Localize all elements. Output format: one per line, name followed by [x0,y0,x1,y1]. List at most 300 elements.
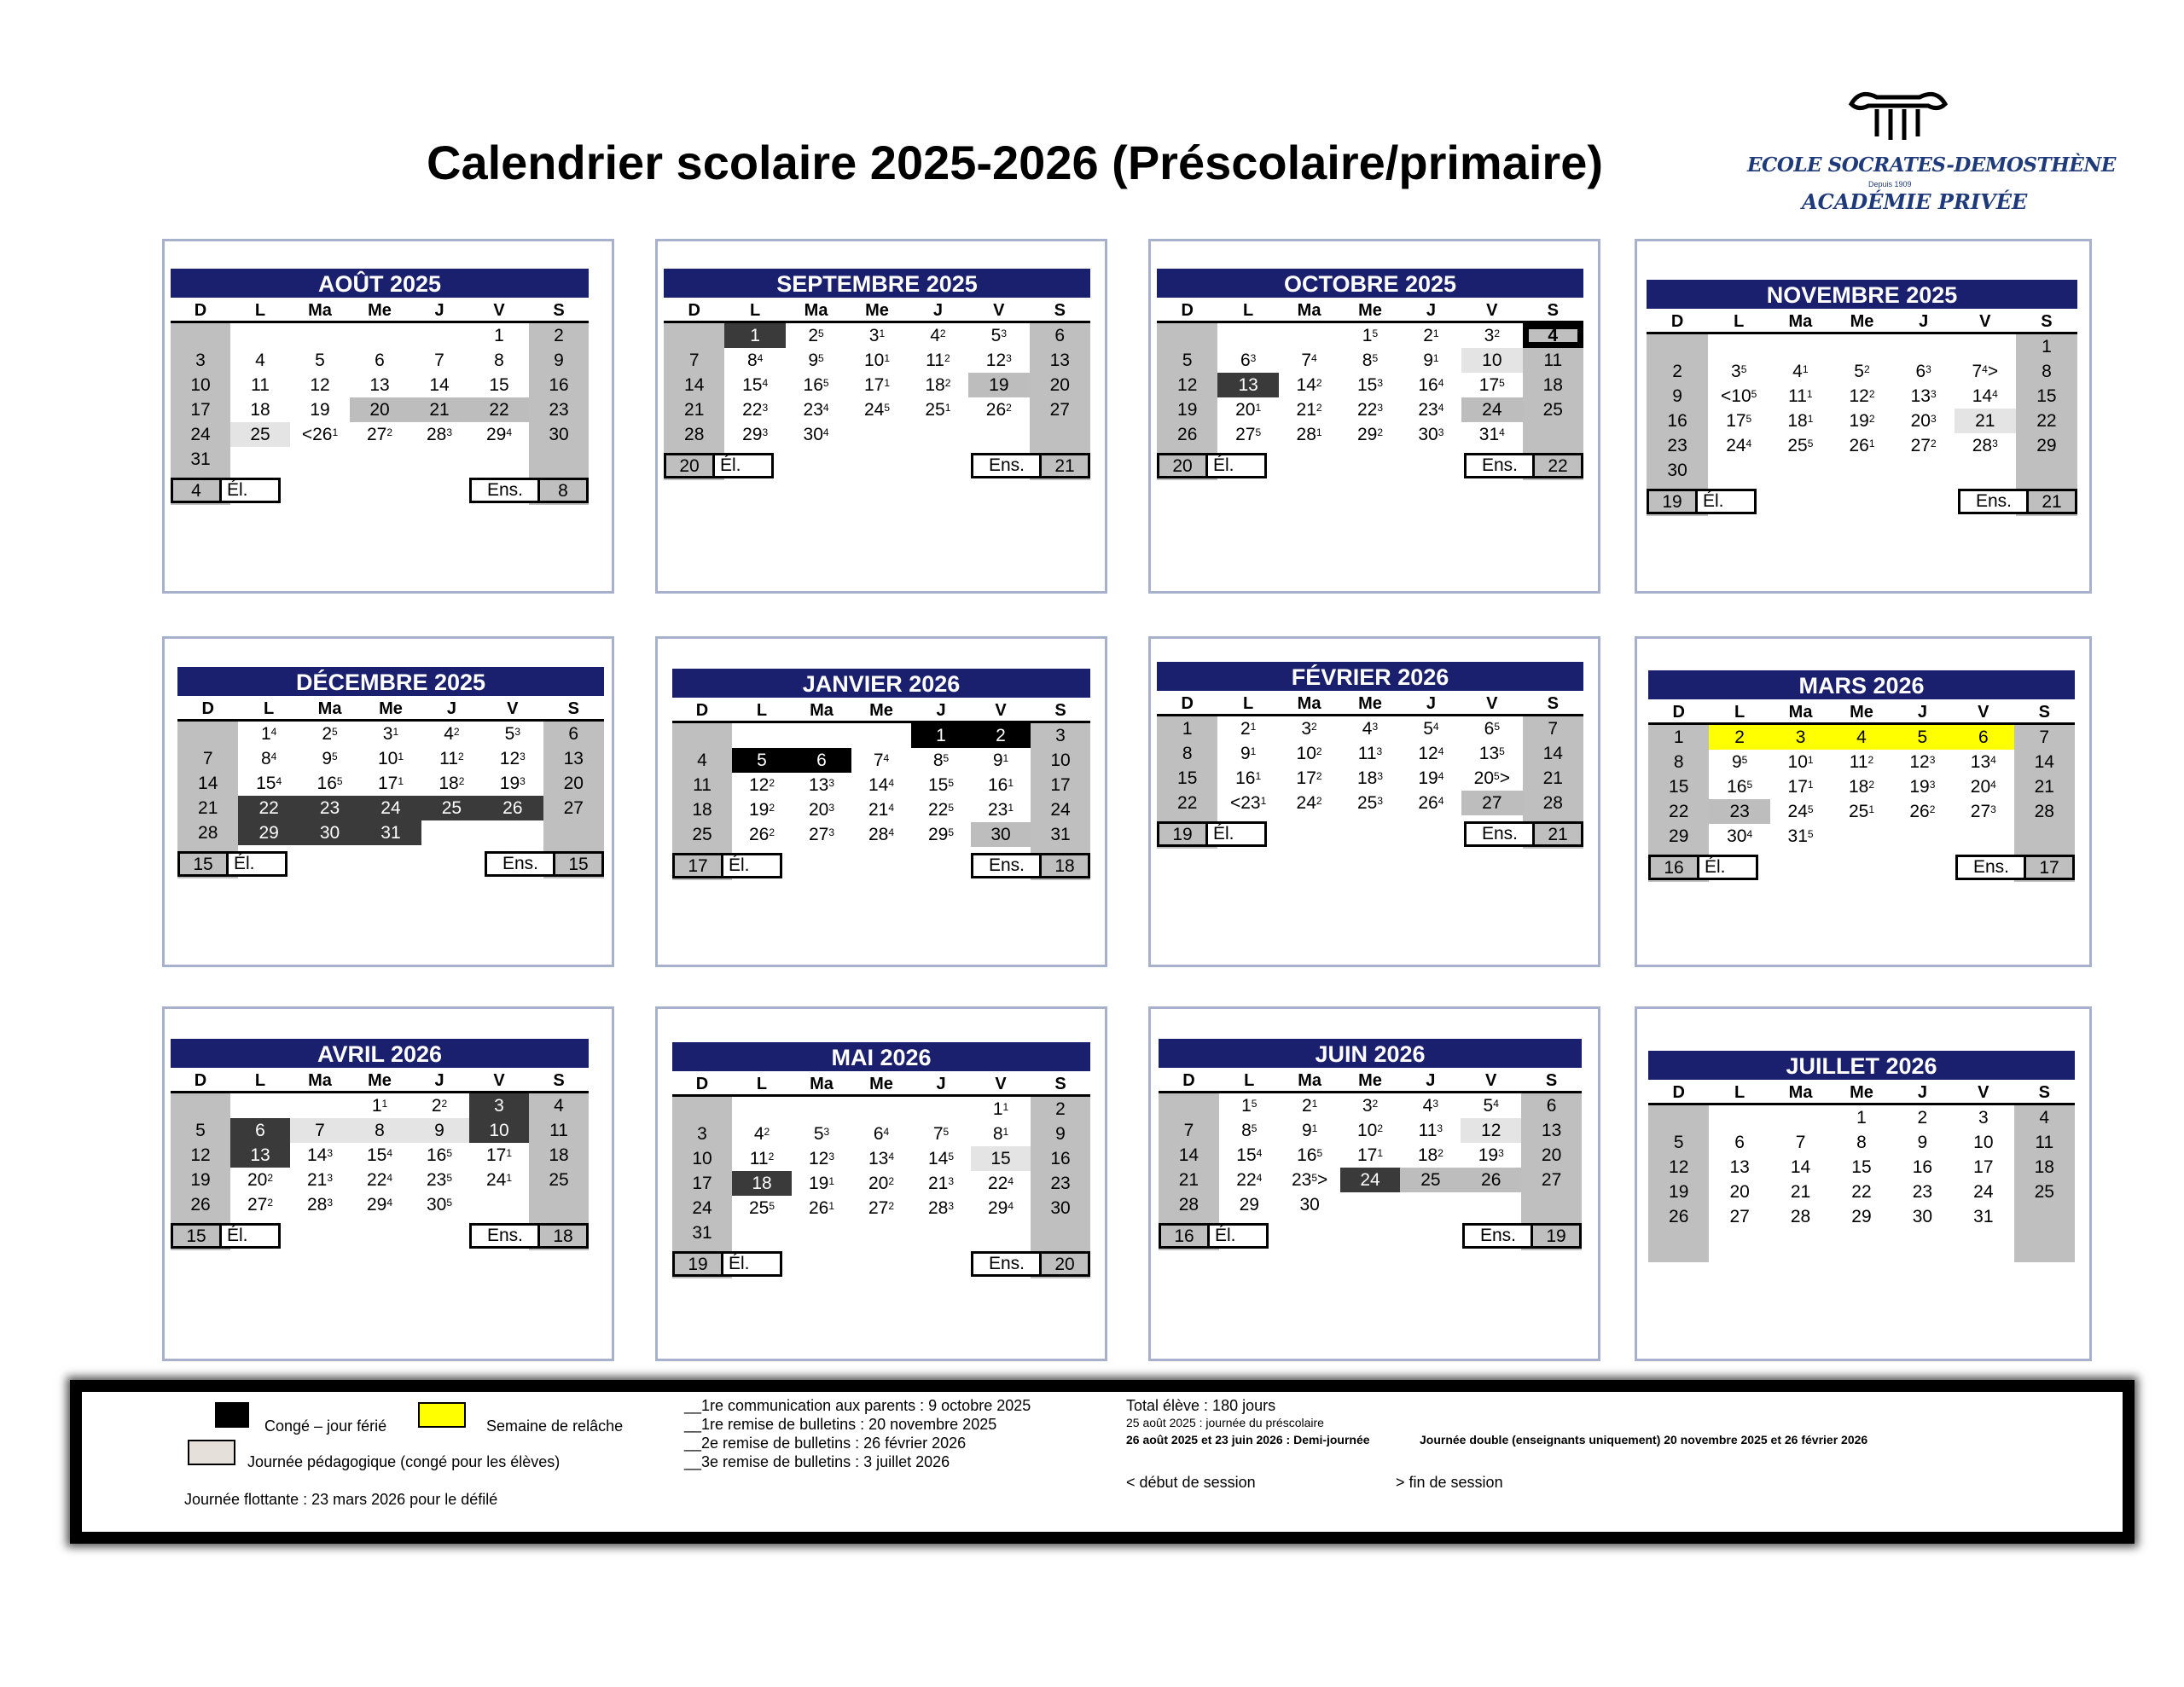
eleves-count: 16 [1159,1223,1210,1249]
day-cell: 14 [1790,1157,1811,1177]
logo-academy: ACADÉMIE PRIVÉE [1802,189,2028,214]
day-cell [851,723,911,748]
eleves-count: 20 [1157,453,1208,478]
month-title: AVRIL 2026 [171,1039,589,1068]
day-cell: $29^2$ [1356,425,1383,444]
day-cell: 23 [1912,1182,1933,1202]
day-cell: 6 [375,351,385,370]
day-cell [1769,334,1831,359]
day-cell: 13 [1541,1121,1562,1140]
day-cell: $17^5$ [1478,375,1505,395]
day-cell: 9 [1055,1124,1066,1144]
day-cell: $7^4$ [1301,351,1317,370]
day-cell: 31 [1973,1207,1994,1226]
day-cell: 10 [1461,348,1522,373]
day-header: Me [1358,301,1382,320]
week-row [1648,774,2075,799]
ens-label: Ens. [1464,821,1536,847]
month-grid [171,300,589,505]
day-cell: $15^5$ [927,775,955,795]
day-cell: $18^3$ [1356,768,1383,788]
day-cell [1648,1105,1709,1130]
day-cell: $23^4$ [803,400,829,420]
day-header: S [553,1071,565,1090]
week-row [672,797,1090,822]
day-cell: 10 [190,375,211,395]
day-cell: 8 [1182,744,1193,763]
day-cell: 27 [1729,1207,1750,1226]
day-cell: 3 [1055,726,1066,745]
day-cell [1770,1105,1831,1130]
day-cell: $9^1$ [1240,744,1257,763]
day-cell: $8^5$ [1362,351,1379,370]
day-cell: $14^4$ [868,775,895,795]
day-header-row [171,300,589,323]
week-row [171,323,589,348]
week-row [1157,766,1583,791]
day-header: S [1547,694,1559,713]
day-header: Me [1358,694,1382,713]
day-cell [1340,1192,1401,1217]
day-cell: 30 [971,822,1031,847]
day-cell [350,447,410,472]
month-title: MAI 2026 [672,1042,1090,1071]
day-cell: 16 [1050,1149,1071,1168]
month-title: JANVIER 2026 [672,669,1090,698]
day-cell: $29^4$ [485,425,513,444]
day-cell: 8 [2042,362,2052,381]
week-row [672,822,1090,847]
day-cell: $26^2$ [985,400,1012,420]
day-cell: 28 [684,425,705,444]
day-header: Ma [1788,1083,1813,1102]
day-cell: 24 [360,796,421,820]
day-header: Ma [1298,1071,1322,1090]
month-title: JUILLET 2026 [1648,1051,2075,1080]
day-cell: $10^1$ [863,351,890,370]
day-cell: 12 [1177,375,1198,395]
day-cell: $21^3$ [306,1170,334,1190]
month-title: DÉCEMBRE 2025 [177,667,604,696]
day-cell: $25^5$ [748,1198,775,1218]
logo-school-name: ECOLE SOCRATES-DEMOSTHÈNE [1747,154,2116,177]
day-cell: 26 [1669,1207,1689,1226]
day-cell: $27^2$ [366,425,393,444]
month-title: FÉVRIER 2026 [1157,662,1583,691]
day-header: D [1182,1071,1195,1090]
legend-bul1: __1re remise de bulletins : 20 novembre 2025 [684,1416,997,1433]
day-cell [290,323,350,348]
week-row [171,397,589,422]
day-cell: 29 [1851,1207,1872,1226]
day-header: L [254,301,266,320]
day-cell: $6^3$ [1915,362,1931,381]
day-cell: $27^5$ [1235,425,1262,444]
week-row [171,1143,589,1168]
ens-label: Ens. [971,453,1043,478]
week-row [1159,1093,1582,1118]
day-header: L [1734,703,1745,722]
eleves-label: Él. [721,1251,782,1277]
page-title: Calendrier scolaire 2025-2026 (Préscolaire/primaire) [427,136,1603,189]
day-cell: 1 [2042,337,2052,357]
day-header: Me [1358,1071,1382,1090]
day-cell: 14 [684,375,705,395]
day-cell: $2^1$ [1301,1096,1318,1116]
day-header: S [1054,701,1066,720]
week-row [1157,348,1583,373]
day-cell: $28^3$ [927,1198,955,1218]
day-cell: 27 [1461,791,1522,815]
legend-swatch-pedago [188,1440,235,1465]
ens-count: 20 [1039,1251,1090,1277]
day-cell: 5 [732,748,792,773]
day-cell: 3 [195,351,206,370]
day-cell: $22^4$ [1236,1170,1263,1190]
day-cell: $29^3$ [742,425,769,444]
month-calendar [1648,670,2075,882]
day-cell [1031,1220,1090,1245]
day-header: L [756,701,768,720]
day-header: S [2041,312,2053,331]
day-cell: $24^2$ [1296,793,1322,813]
day-cell: $30^4$ [803,425,829,444]
day-cell: $22^5$ [927,800,955,820]
day-cell: 2 [1055,1099,1066,1119]
day-cell [1279,323,1339,348]
day-cell: 31 [692,1223,712,1243]
day-cell: 31 [360,820,421,845]
day-cell: 8 [1673,752,1684,772]
day-cell: $10^2$ [1296,744,1322,763]
day-cell: $26^2$ [748,825,775,844]
day-cell: $6^3$ [1240,351,1257,370]
day-cell [1159,1093,1219,1118]
day-cell [792,723,851,748]
day-cell [1708,458,1769,483]
day-header: Me [1850,1083,1873,1102]
day-cell: $18^2$ [1848,777,1874,797]
day-cell: 11 [251,375,270,395]
day-cell: $12^3$ [808,1149,835,1168]
day-cell: $28^3$ [306,1195,334,1215]
day-cell [1708,334,1769,359]
day-cell [1461,1192,1521,1217]
day-cell: $4^3$ [1362,719,1379,739]
week-row [177,722,604,746]
day-header: D [695,701,709,720]
month-title: SEPTEMBRE 2025 [664,269,1090,298]
month-footer [1648,855,2075,880]
logo-since: Depuis 1909 [1868,180,1912,188]
day-cell: $12^3$ [985,351,1012,370]
legend-bul3: __3e remise de bulletins : 3 juillet 2026 [684,1453,950,1470]
day-cell: 1 [911,723,971,748]
day-cell: $<23^1$ [1229,793,1267,813]
day-cell: $23^5$ [426,1170,453,1190]
day-cell: 13 [1729,1157,1750,1177]
month-grid [177,699,604,878]
ens-count: 21 [1532,821,1583,847]
day-cell: $28^4$ [868,825,895,844]
day-cell [672,1097,732,1122]
day-cell: 21 [2034,777,2054,797]
day-cell: 10 [1050,751,1071,770]
month-calendar [171,1039,589,1250]
eleves-label: Él. [1695,489,1757,514]
day-header-row [664,300,1090,323]
day-header: J [1426,1071,1436,1090]
day-cell: $22^3$ [1356,400,1383,420]
day-cell: 30 [1912,1207,1933,1226]
week-row [1157,397,1583,422]
day-cell [846,422,907,447]
day-cell: 22 [1669,802,1689,821]
day-header: D [1672,703,1685,722]
ens-label: Ens. [1955,855,2027,880]
day-cell: 16 [1667,411,1687,431]
day-header: J [446,699,456,718]
day-cell [1400,1192,1461,1217]
eleves-label: Él. [712,453,774,478]
day-cell: 7 [290,1118,350,1143]
day-cell: $16^5$ [803,375,829,395]
column-capital-icon [1843,85,1954,145]
school-logo [1740,85,2116,222]
day-header: V [1979,312,1991,331]
day-cell: 6 [792,748,851,773]
day-cell: 5 [1182,351,1193,370]
day-cell: 11 [1543,351,1563,370]
day-cell [230,447,290,472]
day-header-row [1157,300,1583,323]
day-cell: 20 [1049,375,1070,395]
day-cell: $7^5$ [932,1124,950,1144]
eleves-count: 17 [672,853,723,878]
day-cell: 30 [549,425,569,444]
day-cell [2014,1204,2075,1229]
day-cell: 3 [1770,725,1831,750]
day-cell: 4 [2039,1108,2050,1128]
day-cell: 24 [1050,800,1071,820]
day-cell [2014,824,2075,849]
day-cell: 18 [692,800,712,820]
day-header: V [1978,1083,1989,1102]
day-cell: $12^2$ [1849,386,1875,406]
day-cell: $8^4$ [260,749,277,768]
day-cell [792,1097,851,1122]
day-cell: 14 [198,774,218,793]
day-cell: $15^4$ [742,375,769,395]
legend-swatch-conge [215,1402,249,1428]
day-cell: $17^1$ [485,1145,513,1165]
day-header: J [1917,1083,1927,1102]
day-cell: 3 [469,1093,529,1118]
day-header: V [493,301,505,320]
day-header: Ma [1788,312,1813,331]
week-row [171,348,589,373]
day-header: L [1734,312,1745,331]
eleves-count: 15 [177,851,229,877]
day-header-row [672,1074,1090,1097]
day-cell: 27 [1049,400,1070,420]
day-header-row [171,1070,589,1093]
day-cell: 9 [554,351,564,370]
day-header: L [750,301,761,320]
week-row [1157,791,1583,815]
day-cell: $4^3$ [1422,1096,1439,1116]
day-header: J [434,301,444,320]
day-cell [177,722,238,746]
day-cell: $25^5$ [1787,436,1814,455]
day-cell: $4^2$ [444,724,460,744]
month-grid [672,700,1090,880]
week-row [1159,1143,1582,1168]
day-cell [908,422,968,447]
day-cell: 1 [1673,728,1684,747]
day-cell: 12 [1461,1118,1521,1143]
eleves-count: 20 [664,453,715,478]
day-cell: 4 [255,351,265,370]
day-header: Me [1850,312,1874,331]
day-header: Ma [1297,694,1321,713]
day-header: J [1919,312,1929,331]
day-header: J [1917,703,1927,722]
day-cell: $26^4$ [1418,793,1444,813]
day-cell: 29 [1669,826,1689,846]
day-cell: $<26^1$ [301,425,339,444]
day-cell [1521,1192,1582,1217]
day-cell: $16^5$ [1727,777,1753,797]
day-cell: $17^1$ [377,774,404,793]
day-cell: 7 [688,351,700,370]
day-cell [543,820,604,845]
day-cell: 3 [697,1124,707,1144]
day-cell: 7 [202,749,213,768]
day-cell: $16^1$ [1235,768,1262,788]
day-header: Me [379,699,403,718]
legend-relache: Semaine de relâche [486,1417,624,1435]
day-cell [1953,824,2013,849]
day-cell: 7 [1795,1133,1806,1152]
week-row [171,447,589,472]
day-cell: $2^1$ [1423,326,1439,345]
day-header: Me [869,1075,893,1093]
day-cell: $31^4$ [1478,425,1505,444]
day-cell: 17 [1050,775,1071,795]
week-row [672,1146,1090,1171]
day-cell: $12^4$ [1418,744,1444,763]
day-cell: 27 [563,798,584,818]
day-cell: $26^1$ [1849,436,1875,455]
day-cell: $10^1$ [1787,752,1814,772]
day-cell: 6 [1054,326,1066,345]
day-cell: $27^3$ [808,825,835,844]
week-row [672,748,1090,773]
day-cell: $15^4$ [1236,1145,1263,1165]
day-cell: $9^1$ [992,751,1009,770]
day-cell: 18 [1542,375,1563,395]
day-cell: 20 [1729,1182,1750,1202]
day-cell [230,1093,290,1118]
day-cell: 6 [1953,725,2013,750]
day-cell: 25 [1400,1168,1461,1192]
day-cell: $20^5>$ [1473,768,1510,788]
day-cell: $3^1$ [382,724,399,744]
day-cell: $19^3$ [499,774,526,793]
month-calendar [664,269,1090,480]
day-header: D [1672,1083,1685,1102]
day-cell [410,447,469,472]
day-cell: 6 [1546,1096,1557,1116]
day-cell: 2 [1917,1108,1928,1128]
day-cell: 11 [549,1121,568,1140]
legend-flottante: Journée flottante : 23 mars 2026 pour le défilé [184,1491,498,1508]
day-cell: $20^2$ [868,1174,895,1193]
day-cell: 27 [1541,1170,1562,1190]
day-cell: 30 [1050,1198,1071,1218]
day-cell: 28 [1178,1195,1199,1215]
day-cell: $16^1$ [987,775,1014,795]
day-cell: $17^1$ [1787,777,1814,797]
day-header: D [1181,301,1194,320]
legend-double: Journée double (enseignants uniquement) 20 novembre 2025 et 26 février 2026 [1420,1433,1868,1446]
month-grid [1157,693,1583,849]
day-cell: $27^2$ [868,1198,895,1218]
ens-label: Ens. [1464,453,1536,478]
week-row [672,1171,1090,1196]
ens-count: 19 [1531,1223,1582,1249]
day-cell: 21 [1790,1182,1811,1202]
week-row [664,373,1090,397]
week-row [171,1168,589,1192]
day-cell: $27^2$ [247,1195,274,1215]
day-cell: 22 [469,397,529,422]
day-header: D [194,301,207,320]
day-cell: $24^5$ [1787,802,1814,821]
legend-debut: < début de session [1126,1474,1256,1491]
day-cell: 26 [190,1195,211,1215]
day-cell: 8 [1856,1133,1867,1152]
day-cell [1831,458,1892,483]
eleves-count: 16 [1648,855,1699,880]
day-cell: $10^2$ [1356,1121,1384,1140]
day-cell: 30 [1299,1195,1320,1215]
day-cell [230,323,290,348]
day-header: S [567,699,579,718]
day-cell: $5^4$ [1423,719,1439,739]
month-grid [664,300,1090,480]
day-cell [1769,458,1831,483]
day-header: Me [865,301,889,320]
day-cell: $3^2$ [1362,1096,1379,1116]
day-cell: 25 [230,422,290,447]
day-cell: 15 [971,1146,1031,1171]
day-cell: $24^4$ [1726,436,1752,455]
day-cell: $7^4>$ [1972,362,1999,381]
day-cell: $5^3$ [504,724,520,744]
eleves-label: Él. [721,853,782,878]
day-cell: 28 [2034,802,2054,821]
month-grid [672,1074,1090,1278]
eleves-count: 15 [171,1223,222,1249]
day-cell [290,447,350,472]
eleves-count: 19 [1157,821,1208,847]
ens-count: 22 [1532,453,1583,478]
day-header: V [1486,694,1498,713]
day-cell: 22 [1177,793,1198,813]
day-cell [171,1093,230,1118]
